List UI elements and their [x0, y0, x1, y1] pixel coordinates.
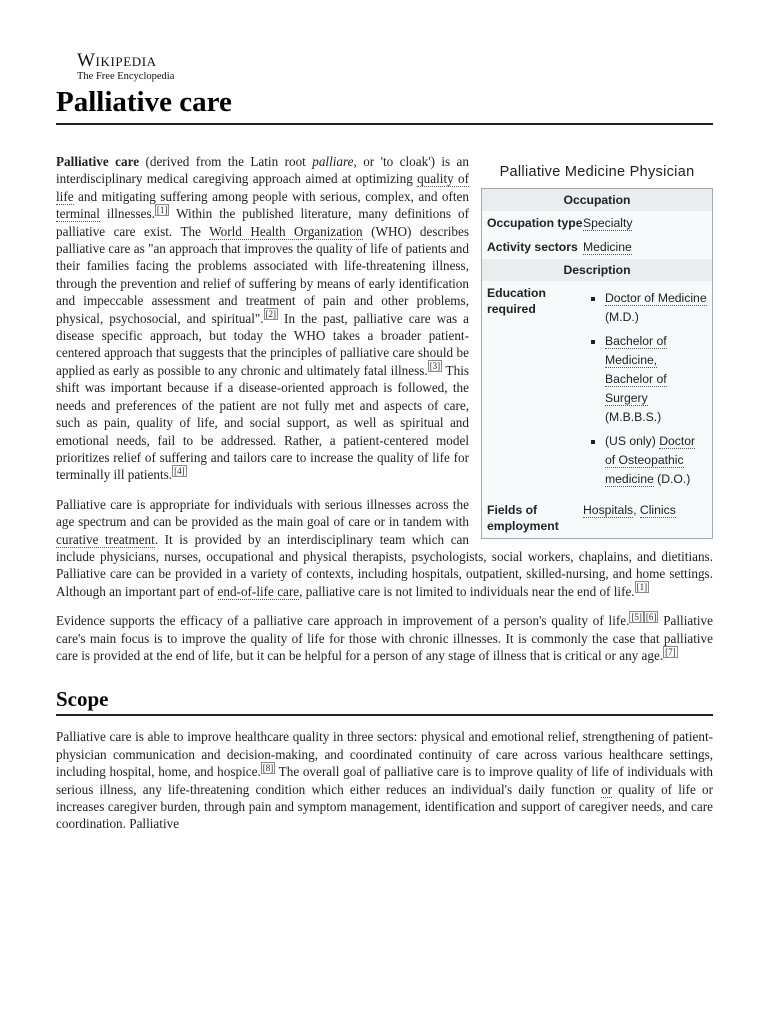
education-label: Education required: [487, 286, 546, 316]
paragraph-appropriate: Palliative care is appropriate for individuals with serious illnesses across the age spectrum and can be provided as the main goal of care or in tandem with curative treatment. It is provided by an interdisciplinary team which can include physicians, nurses, occupational and physical therapists, psychologists, social workers, chaplains, and dietitians. Palliative care can be provided in a variety of contexts, including hospitals, outpatient, skilled-nursing, and home settings. Although an important part of end-of-life care, palliative care is not limited to individuals near the end of life. [1]: [56, 496, 713, 599]
doctor-of-medicine-link[interactable]: Doctor of Medicine: [605, 291, 707, 305]
hospitals-link[interactable]: Hospitals: [583, 503, 634, 517]
or-link[interactable]: or: [601, 781, 613, 797]
reference-link[interactable]: [7]: [665, 646, 676, 657]
reference-link[interactable]: [3]: [429, 361, 441, 372]
medicine-link[interactable]: Medicine: [583, 240, 632, 254]
infobox: [481, 153, 713, 539]
specialty-link[interactable]: Specialty: [583, 216, 633, 230]
clinics-link[interactable]: Clinics: [639, 503, 676, 517]
reference-link[interactable]: [6]: [645, 611, 657, 622]
paragraph-scope: Palliative care is able to improve healthcare quality in three sectors: physical and emotional relief, strengthening of patient-physician communication and decision-making, and coordinated continuity of care across various healthcare settings, including hospital, home, and hospice. [8] The overall goal of palliative care is to improve quality of life of individuals with serious illness, any life-threatening condition which either reduces an individual's daily function or quality of life or increases caregiver burden, through pain and symptom management, identification and support of caregiver needs, and care coordination. Palliative: [56, 729, 714, 832]
who-link[interactable]: World Health Organization: [209, 223, 363, 239]
mbbs-link[interactable]: Bachelor of Medicine, Bachelor of Surgery: [605, 334, 667, 405]
quality-of-life-link[interactable]: quality of life: [56, 171, 469, 204]
section-heading-scope: Scope: [56, 686, 713, 716]
occupation-type-label: Occupation type: [487, 216, 583, 230]
list-item: ▪ Bachelor of Medicine, Bachelor of Surgery (M.B.B.S.): [605, 332, 707, 427]
article-body: [56, 153, 713, 845]
infobox-row-fields: Fields of employment Hospitals, Clinics: [487, 503, 676, 533]
list-item: ▪ (US only) Doctor of Osteopathic medicine (D.O.): [605, 432, 707, 489]
lead-term: Palliative care: [56, 154, 140, 169]
paragraph-evidence: Evidence supports the efficacy of a palliative care approach in improvement of a person's quality of life. [5] [6] Palliative care's main focus is to improve the quality of life for those with chronic illnesses. It is commonly the case that palliative care is provided at the end of life, but it can be helpful for a person of any stage of illness that is critical or any age. [7]: [56, 611, 713, 663]
fields-label: Fields of employment: [487, 503, 559, 533]
list-item: ▪ Doctor of Medicine (M.D.): [605, 289, 707, 327]
activity-sectors-label: Activity sectors: [487, 240, 578, 254]
reference-link[interactable]: [5]: [631, 611, 642, 622]
infobox-description-header: Description: [482, 259, 712, 281]
reference-link[interactable]: [2]: [265, 309, 277, 320]
infobox-title: Palliative Medicine Physician: [499, 164, 695, 180]
doctor-of-osteopathic-medicine-link[interactable]: Doctor of Osteopathic medicine: [605, 434, 696, 486]
infobox-row-education: [482, 281, 712, 498]
wikipedia-logo[interactable]: [77, 52, 174, 83]
curative-treatment-link[interactable]: curative treatment: [56, 531, 155, 547]
infobox-table: [481, 188, 713, 539]
reference-link[interactable]: [8]: [262, 762, 274, 773]
reference-link[interactable]: [1]: [156, 204, 168, 215]
logo-wordmark: Wikipedia: [77, 50, 157, 71]
terminal-link[interactable]: terminal: [56, 206, 100, 222]
paragraph-intro: Palliative care (derived from the Latin root palliare, or 'to cloak') is an interdisciplinary medical caregiving approach aimed at optimizing quality of life and mitigating suffering among people with serious, complex, and often terminal illnesses. [1] Within the published literature, many definitions of palliative care exist. The World Health Organization (WHO) describes palliative care as "an approach that improves the quality of life of patients and their families facing the problems associated with life-threatening illness, through the prevention and relief of suffering by means of early identification and impeccable assessment and treatment of pain and other problems, physical, psychosocial, and spiritual". [2] In the past, palliative care was a disease specific approach, but today the WHO takes a broader patient-centered approach that suggests that the principles of palliative care should be applied as early as possible to any chronic and ultimately fatal illness. [3] This shift was important because if a disease-oriented approach is followed, the needs and preferences of the patient are not fully met and aspects of care, such as pain, quality of life, and social support, as well as spiritual and emotional needs, fail to be addressed. Rather, a patient-centered model prioritizes relief of suffering and tailors care to increase the quality of life for terminally ill patients. [4]: [56, 154, 470, 483]
end-of-life-care-link[interactable]: end-of-life care: [217, 583, 300, 599]
education-list: [583, 289, 707, 489]
reference-link[interactable]: [4]: [174, 465, 185, 476]
logo-tagline: The Free Encyclopedia: [77, 71, 175, 82]
infobox-row-occupation-type: [482, 211, 712, 235]
infobox-row-activity-sectors: [482, 235, 712, 259]
reference-link[interactable]: [1]: [636, 582, 648, 593]
infobox-occupation-header: Occupation: [482, 189, 712, 211]
page-title: Palliative care: [56, 83, 713, 125]
